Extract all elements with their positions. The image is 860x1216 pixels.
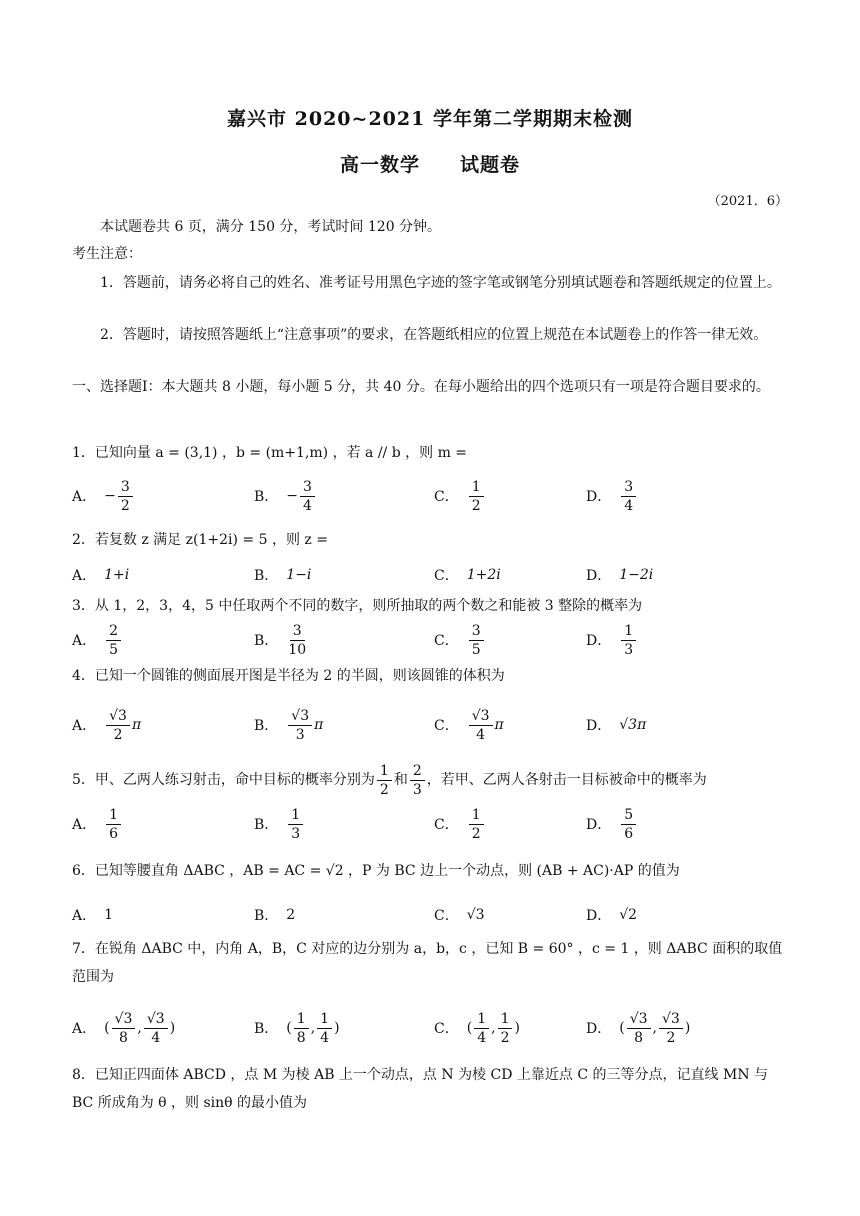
option-b: B． ( $\frac{1}{8}$ , $\frac{1}{4}$ ): [254, 1010, 340, 1046]
options-q4: [72, 700, 792, 750]
question-1: 1．已知向量 a = (3,1) ，b = (m+1,m) ，若 a // b ，则 m =: [72, 445, 468, 461]
option-c: C． 1+2i: [434, 567, 501, 584]
options-q1: [72, 474, 792, 518]
notice-item-1: 1．答题前，请务必将自己的姓名、准考证号用黑色字迹的签字笔或钢笔分别填试题卷和答题纸规定的位置上。: [100, 275, 781, 291]
question-8-line-2: BC 所成角为 θ ，则 sinθ 的最小值为: [72, 1095, 308, 1111]
option-a: A． − $\frac{3}{2}$: [72, 474, 135, 518]
option-a: A． $\frac{1}{6}$: [72, 802, 123, 846]
options-q7: [72, 1003, 792, 1053]
question-5: 5．甲、乙两人练习射击，命中目标的概率分别为 $\frac{1}{2}$ 和 $\frac{2}{3}$ ，若甲、乙两人各射击一目标被命中的概率为: [72, 762, 707, 798]
option-b: B． − $\frac{3}{4}$: [254, 474, 317, 518]
question-7-line-2: 范围为: [72, 969, 114, 985]
option-a: A． ( $\frac{√3}{8}$ , $\frac{√3}{4}$ ): [72, 1010, 176, 1046]
option-b: B． 1−i: [254, 567, 312, 584]
option-b: B． $\frac{1}{3}$: [254, 802, 305, 846]
options-q2: [72, 563, 792, 587]
question-6: 6．已知等腰直角 ΔABC ，AB = AC = √2 ，P 为 BC 边上一个动点，则 (AB + AC)·AP 的值为: [72, 863, 680, 879]
exam-date: （2021．6）: [707, 194, 788, 209]
option-d: D． √2: [586, 907, 638, 924]
option-c: C． ( $\frac{1}{4}$ , $\frac{1}{2}$ ): [434, 1010, 520, 1046]
option-a: A． $\frac{√3}{2}$ π: [72, 707, 142, 743]
option-d: D． 1−2i: [586, 567, 654, 584]
exam-title: 嘉兴市 2020~2021 学年第二学期期末检测: [227, 108, 633, 130]
option-c: C． $\frac{3}{5}$: [434, 618, 486, 662]
section-heading: 一、选择题Ⅰ：本大题共 8 小题，每小题 5 分，共 40 分。在每小题给出的四个选项只有一项是符合题目要求的。: [72, 379, 770, 395]
option-d: D． $\frac{3}{4}$: [586, 474, 638, 518]
option-b: B． $\frac{3}{10}$: [254, 622, 307, 658]
option-d: D． ( $\frac{√3}{8}$ , $\frac{√3}{2}$ ): [586, 1010, 691, 1046]
option-b: B． 2: [254, 907, 296, 924]
question-8-line-1: 8．已知正四面体 ABCD ，点 M 为棱 AB 上一个动点，点 N 为棱 CD 上靠近点 C 的三等分点，记直线 MN 与: [72, 1067, 769, 1083]
option-a: A． 1+i: [72, 567, 130, 584]
intro-line: 本试题卷共 6 页，满分 150 分，考试时间 120 分钟。: [100, 219, 442, 235]
question-7-line-1: 7．在锐角 ΔABC 中，内角 A，B，C 对应的边分别为 a，b，c ，已知 B = 60° ，c = 1 ，则 ΔABC 面积的取值: [72, 941, 783, 957]
notice-item-2: 2．答题时，请按照答题纸上“注意事项”的要求，在答题纸相应的位置上规范在本试题卷上的作答一律无效。: [100, 327, 768, 343]
option-d: D． $\frac{5}{6}$: [586, 802, 638, 846]
question-2: 2．若复数 z 满足 z(1+2i) = 5 ，则 z =: [72, 532, 328, 548]
option-a: A． $\frac{2}{5}$: [72, 618, 123, 662]
exam-subtitle: 高一数学 试题卷: [339, 154, 520, 176]
options-q3: [72, 618, 792, 662]
question-4: 4．已知一个圆锥的侧面展开图是半径为 2 的半圆，则该圆锥的体积为: [72, 668, 505, 684]
notice-title: 考生注意：: [72, 246, 142, 262]
option-d: D． √3π: [586, 717, 647, 734]
options-q5: [72, 802, 792, 846]
option-a: A． 1: [72, 907, 114, 924]
option-c: C． √3: [434, 907, 485, 924]
option-b: B． $\frac{√3}{3}$ π: [254, 707, 324, 743]
question-3: 3．从 1，2，3，4，5 中任取两个不同的数字，则所抽取的两个数之和能被 3 整除的概率为: [72, 598, 643, 614]
options-q6: [72, 903, 792, 927]
option-d: D． $\frac{1}{3}$: [586, 618, 638, 662]
option-c: C． $\frac{1}{2}$: [434, 474, 486, 518]
option-c: C． $\frac{√3}{4}$ π: [434, 707, 504, 743]
option-c: C． $\frac{1}{2}$: [434, 802, 486, 846]
